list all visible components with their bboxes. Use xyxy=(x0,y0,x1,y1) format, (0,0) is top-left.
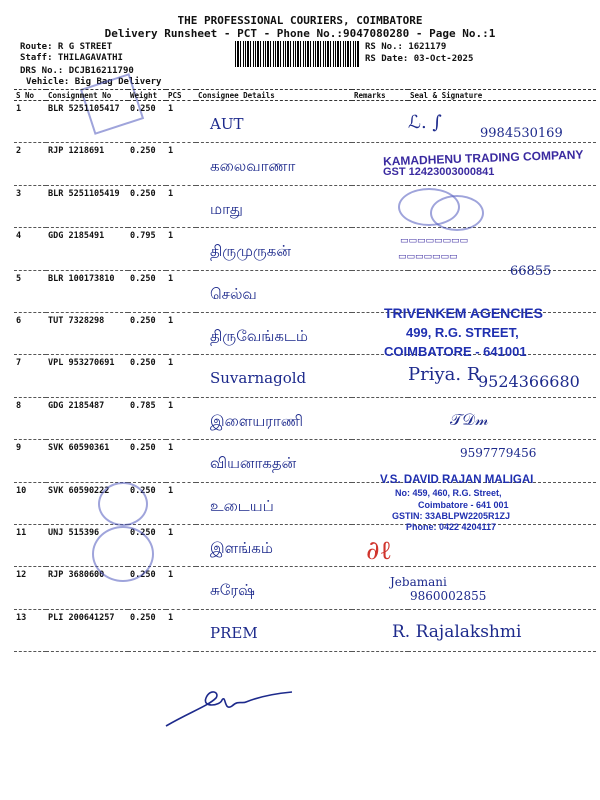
trivenkem-address: 499, R.G. STREET, xyxy=(406,325,519,340)
row-consignment-no: BLR 100173810 xyxy=(46,270,128,312)
row-consignment-no: GDG 2185491 xyxy=(46,228,128,270)
company-title: THE PROFESSIONAL COURIERS, COIMBATORE xyxy=(177,14,423,27)
row-pcs: 1 xyxy=(166,228,196,270)
row-consignee: சுரேஷ் xyxy=(196,567,352,609)
row-pcs: 1 xyxy=(166,270,196,312)
row-pcs: 1 xyxy=(166,312,196,354)
rs-date: RS Date: 03-Oct-2025 xyxy=(365,54,474,64)
seal-10-circle xyxy=(98,482,148,526)
row-pcs: 1 xyxy=(166,355,196,397)
row-consignment-no: RJP 3680600 xyxy=(46,567,128,609)
vs-maligai-phone: Phone: 0422 4204117 xyxy=(406,522,497,532)
row-seal xyxy=(408,228,596,270)
row-weight: 0.250 xyxy=(128,143,166,185)
col-pcs: PCS xyxy=(166,90,196,101)
signature-8: 𝒯𝒟𝓂 xyxy=(450,410,489,429)
row-sno: 3 xyxy=(14,185,46,227)
row-weight: 0.250 xyxy=(128,524,166,566)
row-consignee: இளங்கம் xyxy=(196,524,352,566)
signature-7-name: Priya. R xyxy=(408,364,481,385)
row-pcs: 1 xyxy=(166,143,196,185)
row-consignment-no: TUT 7328298 xyxy=(46,312,128,354)
kamadhenu-gst: GST 12423003000841 xyxy=(383,166,495,178)
row-sno: 6 xyxy=(14,312,46,354)
row-pcs: 1 xyxy=(166,440,196,482)
row-pcs: 1 xyxy=(166,482,196,524)
row-sno: 9 xyxy=(14,440,46,482)
row-remarks xyxy=(352,101,408,143)
row-pcs: 1 xyxy=(166,101,196,143)
row-consignee: AUT xyxy=(196,101,352,143)
seal-11-circle xyxy=(92,526,154,582)
row-sno: 13 xyxy=(14,609,46,651)
seal-4-mark: ▭▭▭▭▭▭▭▭ xyxy=(400,236,469,246)
row-sno: 5 xyxy=(14,270,46,312)
row-pcs: 1 xyxy=(166,567,196,609)
row-weight: 0.250 xyxy=(128,609,166,651)
kamadhenu-stamp: KAMADHENU TRADING COMPANY xyxy=(382,147,584,169)
col-sno: S No xyxy=(14,90,46,101)
row-consignee: வியனாகதன் xyxy=(196,440,352,482)
signature-12-phone: 9860002855 xyxy=(410,589,487,603)
row-sno: 4 xyxy=(14,228,46,270)
row-sno: 11 xyxy=(14,524,46,566)
seal-4-mark-2: ▭▭▭▭▭▭▭ xyxy=(398,252,458,262)
row-consignment-no: SVK 60590222 xyxy=(46,482,128,524)
row-consignee: கலைவாணா xyxy=(196,143,352,185)
vs-maligai-city: Coimbatore - 641 001 xyxy=(418,500,509,510)
row-consignment-no: PLI 200641257 xyxy=(46,609,128,651)
row-seal xyxy=(408,397,596,439)
row-consignment-no: RJP 1218691 xyxy=(46,143,128,185)
staff-label: Staff: THILAGAVATHI xyxy=(20,53,123,63)
trivenkem-city: COIMBATORE - 641001 xyxy=(384,344,527,359)
signature-1: ℒ. ∫ xyxy=(408,112,442,133)
col-weight: Weight xyxy=(128,90,166,101)
row-pcs: 1 xyxy=(166,524,196,566)
vs-maligai-address: No: 459, 460, R.G. Street, xyxy=(395,488,502,498)
row-weight: 0.250 xyxy=(128,440,166,482)
barcode xyxy=(235,41,360,67)
signature-12-name: Jebamani xyxy=(390,575,447,589)
col-consignment: Consignment No xyxy=(46,90,128,101)
row-consignment-no: UNJ 515396 xyxy=(46,524,128,566)
row-consignee: உடையப் xyxy=(196,482,352,524)
row-consignee: திருவேங்கடம் xyxy=(196,312,352,354)
row-weight: 0.250 xyxy=(128,185,166,227)
row-sno: 12 xyxy=(14,567,46,609)
table-row xyxy=(14,397,596,439)
signature-13-name: R. Rajalakshmi xyxy=(392,622,522,642)
row-remarks xyxy=(352,228,408,270)
row-consignee: மாது xyxy=(196,185,352,227)
row-consignment-no: BLR 5251105417 xyxy=(46,101,128,143)
route-label: Route: R G STREET xyxy=(20,42,113,52)
col-consignee: Consignee Details xyxy=(196,90,352,101)
row-sno: 8 xyxy=(14,397,46,439)
row-remarks xyxy=(352,397,408,439)
vs-maligai-gstin: GSTIN: 33ABLPW2205R1ZJ xyxy=(392,511,511,521)
row-consignee: இளையராணி xyxy=(196,397,352,439)
runsheet-subtitle: Delivery Runsheet - PCT - Phone No.:9047080280 - Page No.:1 xyxy=(104,27,496,40)
row-consignment-no: GDG 2185487 xyxy=(46,397,128,439)
row-consignment-no: BLR 5251105419 xyxy=(46,185,128,227)
row-weight: 0.250 xyxy=(128,482,166,524)
row-pcs: 1 xyxy=(166,185,196,227)
vs-maligai-stamp: V.S. DAVID RAJAN MALIGAI xyxy=(380,474,534,486)
row-weight: 0.250 xyxy=(128,355,166,397)
col-remarks: Remarks xyxy=(352,90,408,101)
row-consignment-no: VPL 953270691 xyxy=(46,355,128,397)
signature-7-phone: 9524366680 xyxy=(478,372,580,391)
row-weight: 0.250 xyxy=(128,567,166,609)
row-sno: 7 xyxy=(14,355,46,397)
seal-3-circle-2 xyxy=(430,195,484,231)
row-sno: 10 xyxy=(14,482,46,524)
row-weight: 0.250 xyxy=(128,270,166,312)
table-row xyxy=(14,228,596,270)
row-pcs: 1 xyxy=(166,397,196,439)
col-seal-signature: Seal & Signature xyxy=(408,90,596,101)
drs-label: DRS No.: DCJB16211790 xyxy=(20,66,134,76)
staff-signature xyxy=(160,682,300,732)
signature-9-phone: 9597779456 xyxy=(460,446,537,460)
row-consignee: Suvarnagold xyxy=(196,355,352,397)
trivenkem-stamp: TRIVENKEM AGENCIES xyxy=(384,305,543,321)
signature-1-phone: 9984530169 xyxy=(480,126,563,141)
row-pcs: 1 xyxy=(166,609,196,651)
row-sno: 1 xyxy=(14,101,46,143)
row-consignee: திருமுருகன் xyxy=(196,228,352,270)
row-consignee: செல்வ xyxy=(196,270,352,312)
row-consignee: PREM xyxy=(196,609,352,651)
table-row xyxy=(14,185,596,227)
row-sno: 2 xyxy=(14,143,46,185)
signature-11-red: ∂ℓ xyxy=(366,536,392,566)
row-weight: 0.250 xyxy=(128,312,166,354)
vehicle-label: Vehicle: Big Bag Delivery xyxy=(26,77,162,87)
table-header-row xyxy=(14,90,596,101)
row-remarks xyxy=(352,355,408,397)
row-consignment-no: SVK 60590361 xyxy=(46,440,128,482)
row-weight: 0.250 xyxy=(128,101,166,143)
signature-5-phone: 66855 xyxy=(510,264,552,279)
row-weight: 0.785 xyxy=(128,397,166,439)
rs-number: RS No.: 1621179 xyxy=(365,42,447,52)
row-weight: 0.795 xyxy=(128,228,166,270)
